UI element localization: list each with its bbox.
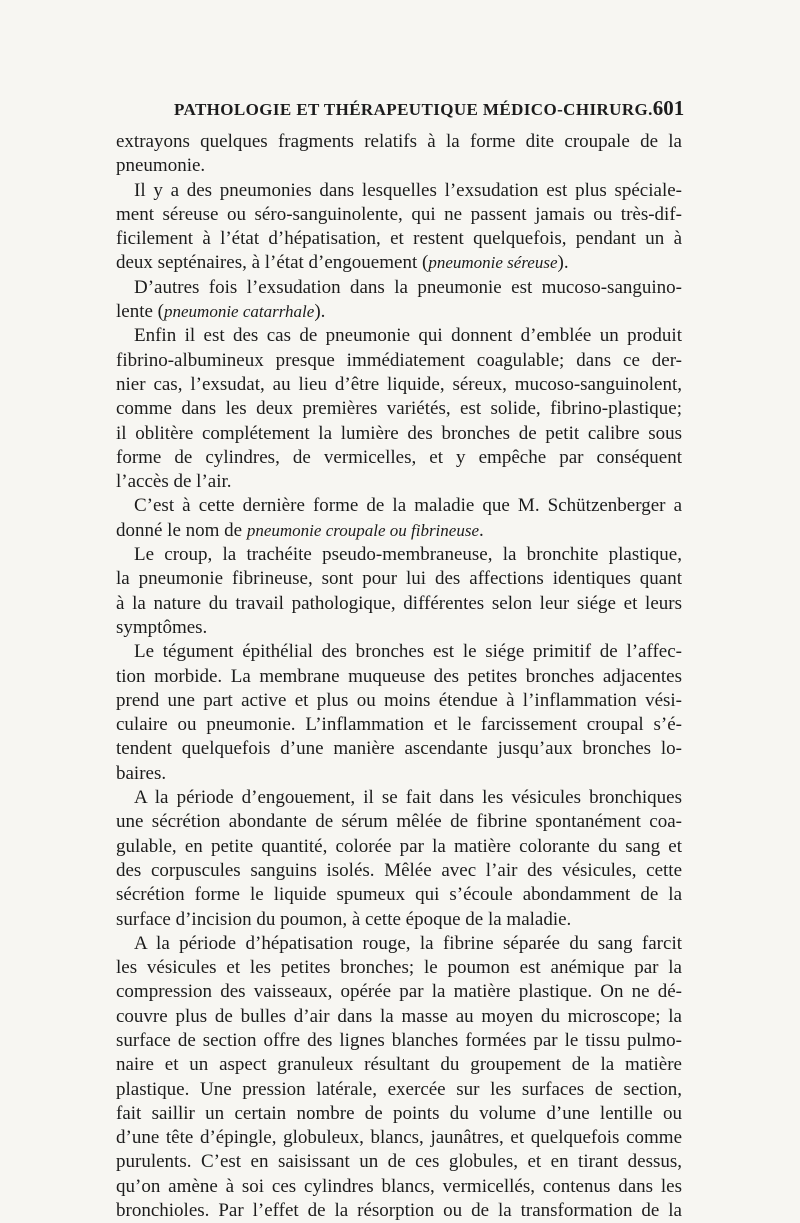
text-line — [116, 932, 682, 956]
text-line — [116, 835, 682, 859]
text-line-main: des corpuscules sanguins isolés. Mêlée avec l’air des vésicules, cette — [116, 859, 682, 881]
text-line — [116, 227, 682, 251]
text-line-main: A la période d’engouement, il se fait dans les vésicules bronchiques — [134, 787, 682, 809]
text-line-main: surface d’incision du poumon, à cette époque de la maladie. — [116, 908, 572, 930]
text-line-main: Le croup, la trachéite pseudo-membraneuse, la bronchite plastique, — [134, 544, 682, 566]
text-line — [116, 130, 682, 154]
text-line — [116, 737, 682, 761]
text-line-main: la pneumonie fibrineuse, sont pour lui des affections identiques quant — [116, 568, 682, 590]
text-line-main: à la nature du travail pathologique, différentes selon leur siége et leurs — [116, 592, 682, 614]
text-line-main: d’une tête d’épingle, globuleux, blancs, jaunâtres, et quelquefois comme — [116, 1127, 682, 1149]
text-line-main: il oblitère complétement la lumière des bronches de petit calibre sous — [116, 422, 682, 444]
text-line-main: couvre plus de bulles d’air dans la masse au moyen du microscope; la — [116, 1005, 682, 1027]
text-line-main: surface de section offre des lignes blanches formées par le tissu pulmo- — [116, 1029, 682, 1051]
running-title: PATHOLOGIE ET THÉRAPEUTIQUE MÉDICO-CHIRURG. — [174, 100, 653, 119]
text-line — [116, 1029, 682, 1053]
text-line-main: D’autres fois l’exsudation dans la pneumonie est mucoso-sanguino- — [134, 276, 682, 298]
text-line-main: comme dans les deux premières variétés, est solide, fibrino-plastique; — [116, 398, 682, 420]
text-line — [116, 300, 682, 324]
text-line-main: sécrétion forme le liquide spumeux qui s’écoule abondamment de la — [116, 884, 682, 906]
text-line-main: donné le nom de — [116, 519, 247, 541]
text-line-main: plastique. Une pression latérale, exercée sur les surfaces de section, — [116, 1078, 682, 1100]
text-line — [116, 1102, 682, 1126]
text-line-main: Le tégument épithélial des bronches est le siége primitif de l’affec- — [134, 641, 682, 663]
text-line — [116, 689, 682, 713]
text-line-main: pneumonie. — [116, 155, 206, 177]
text-line-main: purulents. C’est en saisissant un de ces globules, et en tirant dessus, — [116, 1151, 682, 1173]
text-line-main: A la période d’hépatisation rouge, la fibrine séparée du sang farcit — [134, 932, 682, 954]
text-line — [116, 786, 682, 810]
text-line-main: lente ( — [116, 301, 165, 323]
text-line — [116, 908, 682, 932]
text-line — [116, 446, 682, 470]
text-line — [116, 1053, 682, 1077]
text-line — [116, 762, 682, 786]
text-line-main: baires. — [116, 762, 167, 784]
text-line-main: une sécrétion abondante de sérum mêlée de fibrine spontanément coa- — [116, 811, 682, 833]
text-line — [116, 276, 682, 300]
text-line-main: les vésicules et les petites bronches; le poumon est anémique par la — [116, 957, 682, 979]
text-line — [116, 543, 682, 567]
italic-term: pneumonie croupale ou fibrineuse — [246, 520, 479, 540]
text-line — [116, 956, 682, 980]
text-line — [116, 154, 682, 178]
text-line-main: Il y a des pneumonies dans lesquelles l’exsudation est plus spéciale- — [134, 179, 682, 201]
text-line — [116, 640, 682, 664]
running-head — [174, 96, 685, 124]
text-line — [116, 1126, 682, 1150]
text-line — [116, 1078, 682, 1102]
text-line-main: symptômes. — [116, 616, 208, 638]
text-line-main: ficilement à l’état d’hépatisation, et restent quelquefois, pendant un à — [116, 228, 682, 250]
text-line-main: gulable, en petite quantité, colorée par la matière colorante du sang et — [116, 835, 682, 857]
text-line — [116, 567, 682, 591]
text-line-main: l’accès de l’air. — [116, 471, 232, 493]
text-line-main: tion morbide. La membrane muqueuse des petites bronches adjacentes — [116, 665, 682, 687]
text-line — [116, 1150, 682, 1174]
text-line-main: tendent quelquefois d’une manière ascendante jusqu’aux bronches lo- — [116, 738, 682, 760]
text-line — [116, 1005, 682, 1029]
italic-term: pneumonie séreuse — [428, 253, 558, 273]
text-line-main: prend une part active et plus ou moins étendue à l’inflammation vési- — [116, 689, 682, 711]
text-line-main: nier cas, l’exsudat, au lieu d’être liquide, séreux, mucoso-sanguinolent, — [116, 373, 682, 395]
text-line-main: C’est à cette dernière forme de la maladie que M. Schützenberger a — [134, 495, 682, 517]
text-line — [116, 397, 682, 421]
text-line-main: bronchioles. Par l’effet de la résorption ou de la transformation de la — [116, 1200, 682, 1222]
text-line — [116, 810, 682, 834]
text-line — [116, 980, 682, 1004]
text-line — [116, 592, 682, 616]
text-line — [116, 349, 682, 373]
text-line-main: fait saillir un certain nombre de points du volume d’une lentille ou — [116, 1102, 682, 1124]
text-line — [116, 859, 682, 883]
text-line-main: compression des vaisseaux, opérée par la matière plastique. On ne dé- — [116, 981, 682, 1003]
text-line-main: Enfin il est des cas de pneumonie qui donnent d’emblée un produit — [134, 325, 682, 347]
text-line-main: ment séreuse ou séro-sanguinolente, qui ne passent jamais ou très-dif- — [116, 203, 682, 225]
text-line — [116, 324, 682, 348]
text-line-main: naire et un aspect granuleux résultant du groupement de la matière — [116, 1054, 682, 1076]
text-line — [116, 665, 682, 689]
text-line-main: forme de cylindres, de vermicelles, et y empêche par conséquent — [116, 446, 682, 468]
text-line — [116, 713, 682, 737]
italic-term: pneumonie catarrhale — [164, 302, 315, 322]
text-line — [116, 422, 682, 446]
text-line — [116, 179, 682, 203]
text-line-main: deux septénaires, à l’état d’engouement ( — [116, 252, 429, 274]
text-line — [116, 616, 682, 640]
text-line — [116, 1199, 682, 1223]
text-line-main: qu’on amène à soi ces cylindres blancs, vermicellés, contenus dans les — [116, 1175, 682, 1197]
text-line-main: culaire ou pneumonie. L’inflammation et le farcissement croupal s’é- — [116, 714, 682, 736]
text-line — [116, 251, 682, 275]
text-line — [116, 494, 682, 518]
text-line — [116, 519, 682, 543]
text-line-tail: ). — [557, 252, 569, 274]
text-line-main: fibrino-albumineux presque immédiatement coagulable; dans ce der- — [116, 349, 682, 371]
text-line — [116, 1175, 682, 1199]
text-line-tail: ). — [314, 301, 326, 323]
text-line — [116, 203, 682, 227]
text-line — [116, 883, 682, 907]
text-line-main: extrayons quelques fragments relatifs à la forme dite croupale de la — [116, 131, 682, 152]
page-number: 601 — [652, 96, 685, 120]
text-line — [116, 470, 682, 494]
text-line — [116, 373, 682, 397]
body-text — [116, 130, 682, 1223]
text-line-tail: . — [479, 519, 484, 541]
